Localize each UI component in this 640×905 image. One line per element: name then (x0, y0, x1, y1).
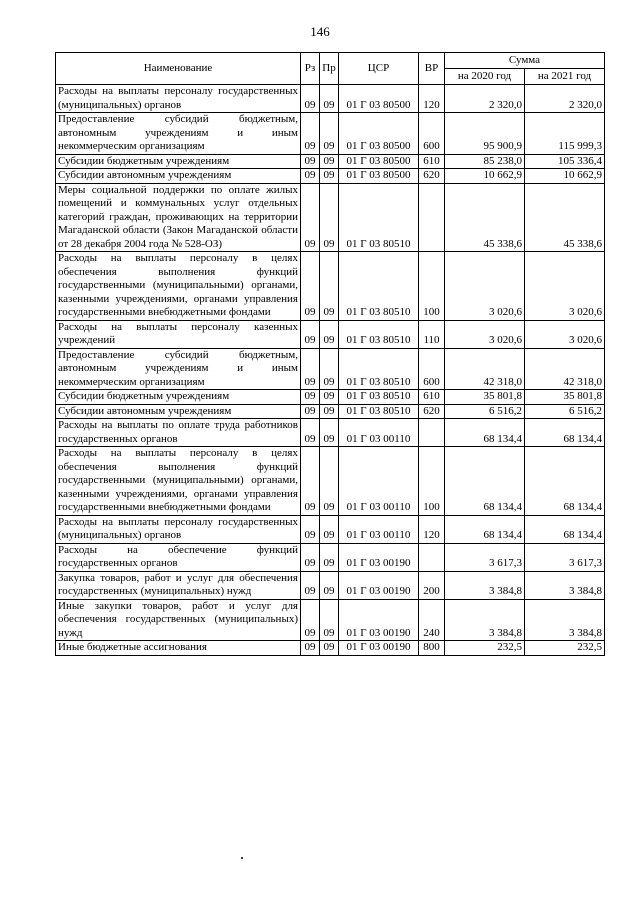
cell-pr: 09 (320, 447, 339, 516)
table-row (56, 154, 605, 169)
cell-sum-2020: 42 318,0 (445, 348, 525, 390)
cell-vr: 600 (419, 113, 445, 155)
cell-sum-2020: 3 020,6 (445, 320, 525, 348)
cell-csr: 01 Г 03 80510 (339, 348, 419, 390)
cell-vr: 100 (419, 252, 445, 321)
cell-sum-2020: 68 134,4 (445, 447, 525, 516)
header-name: Наименование (56, 53, 301, 85)
cell-sum-2020: 10 662,9 (445, 169, 525, 184)
cell-rz: 09 (301, 599, 320, 641)
cell-name: Расходы на выплаты персоналу в целях обеспечения выполнения функций государственными (муниципальными) органами, казенными учреждениями, органами управления государственными внебюджетными фондами (56, 447, 301, 516)
header-csr: ЦСР (339, 53, 419, 85)
cell-sum-2020: 2 320,0 (445, 85, 525, 113)
table-row (56, 515, 605, 543)
table-row (56, 419, 605, 447)
cell-sum-2020: 3 384,8 (445, 599, 525, 641)
cell-sum-2020: 232,5 (445, 641, 525, 656)
cell-pr: 09 (320, 169, 339, 184)
cell-pr: 09 (320, 85, 339, 113)
cell-rz: 09 (301, 404, 320, 419)
cell-sum-2021: 3 384,8 (525, 571, 605, 599)
cell-sum-2020: 68 134,4 (445, 419, 525, 447)
cell-rz: 09 (301, 419, 320, 447)
cell-vr: 610 (419, 154, 445, 169)
cell-vr: 600 (419, 348, 445, 390)
header-year-2021: на 2021 год (525, 69, 605, 85)
cell-sum-2021: 3 617,3 (525, 543, 605, 571)
cell-csr: 01 Г 03 00190 (339, 641, 419, 656)
cell-rz: 09 (301, 154, 320, 169)
cell-name: Расходы на выплаты персоналу государственных (муниципальных) органов (56, 515, 301, 543)
table-body (56, 85, 605, 656)
cell-csr: 01 Г 03 80510 (339, 404, 419, 419)
cell-vr (419, 183, 445, 252)
cell-csr: 01 Г 03 80500 (339, 113, 419, 155)
cell-name: Предоставление субсидий бюджетным, автономным учреждениям и иным некоммерческим организациям (56, 113, 301, 155)
cell-vr: 200 (419, 571, 445, 599)
cell-sum-2021: 2 320,0 (525, 85, 605, 113)
table-row (56, 447, 605, 516)
cell-name: Расходы на обеспечение функций государственных органов (56, 543, 301, 571)
cell-vr (419, 419, 445, 447)
budget-table (55, 52, 605, 656)
header-year-2020: на 2020 год (445, 69, 525, 85)
cell-csr: 01 Г 03 00190 (339, 571, 419, 599)
cell-pr: 09 (320, 348, 339, 390)
cell-vr: 100 (419, 447, 445, 516)
cell-csr: 01 Г 03 80510 (339, 320, 419, 348)
cell-csr: 01 Г 03 00110 (339, 447, 419, 516)
cell-csr: 01 Г 03 00190 (339, 599, 419, 641)
cell-sum-2020: 3 020,6 (445, 252, 525, 321)
cell-name: Субсидии автономным учреждениям (56, 404, 301, 419)
cell-rz: 09 (301, 252, 320, 321)
stray-mark (241, 857, 243, 859)
page-number: 146 (310, 24, 330, 39)
cell-rz: 09 (301, 641, 320, 656)
cell-pr: 09 (320, 113, 339, 155)
table-row (56, 571, 605, 599)
cell-rz: 09 (301, 320, 320, 348)
cell-sum-2020: 3 384,8 (445, 571, 525, 599)
table-row (56, 348, 605, 390)
cell-pr: 09 (320, 320, 339, 348)
cell-sum-2021: 35 801,8 (525, 390, 605, 405)
cell-rz: 09 (301, 348, 320, 390)
cell-name: Меры социальной поддержки по оплате жилых помещений и коммунальных услуг отдельных категорий граждан, проживающих на территории Магаданской области (Закон Магаданской области от 28 декабря 2004 года № 528-ОЗ) (56, 183, 301, 252)
table-row (56, 169, 605, 184)
header-vr: ВР (419, 53, 445, 85)
cell-csr: 01 Г 03 80510 (339, 183, 419, 252)
cell-csr: 01 Г 03 80510 (339, 252, 419, 321)
cell-sum-2020: 35 801,8 (445, 390, 525, 405)
cell-sum-2020: 85 238,0 (445, 154, 525, 169)
table-row (56, 543, 605, 571)
cell-pr: 09 (320, 515, 339, 543)
cell-csr: 01 Г 03 80510 (339, 390, 419, 405)
cell-name: Закупка товаров, работ и услуг для обеспечения государственных (муниципальных) нужд (56, 571, 301, 599)
table-row (56, 252, 605, 321)
cell-vr: 110 (419, 320, 445, 348)
table-row (56, 113, 605, 155)
cell-sum-2020: 95 900,9 (445, 113, 525, 155)
cell-sum-2021: 68 134,4 (525, 447, 605, 516)
cell-pr: 09 (320, 390, 339, 405)
cell-rz: 09 (301, 515, 320, 543)
header-rz: Рз (301, 53, 320, 85)
cell-csr: 01 Г 03 00110 (339, 515, 419, 543)
cell-csr: 01 Г 03 00190 (339, 543, 419, 571)
cell-csr: 01 Г 03 80500 (339, 85, 419, 113)
cell-sum-2021: 42 318,0 (525, 348, 605, 390)
cell-vr: 620 (419, 404, 445, 419)
cell-sum-2021: 10 662,9 (525, 169, 605, 184)
cell-pr: 09 (320, 599, 339, 641)
table-row (56, 404, 605, 419)
cell-sum-2020: 6 516,2 (445, 404, 525, 419)
cell-sum-2020: 45 338,6 (445, 183, 525, 252)
header-sum: Сумма (445, 53, 605, 69)
cell-rz: 09 (301, 183, 320, 252)
cell-sum-2021: 45 338,6 (525, 183, 605, 252)
table-row (56, 183, 605, 252)
header-pr: Пр (320, 53, 339, 85)
cell-csr: 01 Г 03 00110 (339, 419, 419, 447)
cell-vr: 800 (419, 641, 445, 656)
cell-pr: 09 (320, 571, 339, 599)
cell-pr: 09 (320, 252, 339, 321)
cell-name: Расходы на выплаты персоналу казенных учреждений (56, 320, 301, 348)
cell-csr: 01 Г 03 80500 (339, 154, 419, 169)
cell-pr: 09 (320, 183, 339, 252)
cell-vr (419, 543, 445, 571)
cell-rz: 09 (301, 447, 320, 516)
cell-vr: 120 (419, 515, 445, 543)
cell-name: Субсидии автономным учреждениям (56, 169, 301, 184)
cell-vr: 620 (419, 169, 445, 184)
cell-sum-2021: 232,5 (525, 641, 605, 656)
cell-vr: 120 (419, 85, 445, 113)
cell-vr: 610 (419, 390, 445, 405)
cell-rz: 09 (301, 571, 320, 599)
cell-pr: 09 (320, 641, 339, 656)
table-row (56, 320, 605, 348)
cell-csr: 01 Г 03 80500 (339, 169, 419, 184)
table-row (56, 390, 605, 405)
cell-sum-2021: 3 020,6 (525, 252, 605, 321)
cell-name: Предоставление субсидий бюджетным, автономным учреждениям и иным некоммерческим организациям (56, 348, 301, 390)
cell-sum-2020: 68 134,4 (445, 515, 525, 543)
cell-name: Иные закупки товаров, работ и услуг для обеспечения государственных (муниципальных) нужд (56, 599, 301, 641)
cell-sum-2021: 115 999,3 (525, 113, 605, 155)
cell-name: Субсидии бюджетным учреждениям (56, 390, 301, 405)
cell-name: Расходы на выплаты персоналу государственных (муниципальных) органов (56, 85, 301, 113)
cell-sum-2021: 3 020,6 (525, 320, 605, 348)
cell-sum-2020: 3 617,3 (445, 543, 525, 571)
cell-sum-2021: 68 134,4 (525, 419, 605, 447)
cell-pr: 09 (320, 154, 339, 169)
cell-pr: 09 (320, 404, 339, 419)
cell-sum-2021: 105 336,4 (525, 154, 605, 169)
cell-rz: 09 (301, 390, 320, 405)
cell-name: Иные бюджетные ассигнования (56, 641, 301, 656)
cell-pr: 09 (320, 543, 339, 571)
table-row (56, 599, 605, 641)
cell-pr: 09 (320, 419, 339, 447)
cell-sum-2021: 6 516,2 (525, 404, 605, 419)
cell-sum-2021: 68 134,4 (525, 515, 605, 543)
cell-sum-2021: 3 384,8 (525, 599, 605, 641)
cell-name: Расходы на выплаты по оплате труда работников государственных органов (56, 419, 301, 447)
table-row (56, 641, 605, 656)
cell-vr: 240 (419, 599, 445, 641)
cell-name: Субсидии бюджетным учреждениям (56, 154, 301, 169)
cell-rz: 09 (301, 85, 320, 113)
cell-rz: 09 (301, 169, 320, 184)
cell-rz: 09 (301, 543, 320, 571)
cell-rz: 09 (301, 113, 320, 155)
cell-name: Расходы на выплаты персоналу в целях обеспечения выполнения функций государственными (муниципальными) органами, казенными учреждениями, органами управления государственными внебюджетными фондами (56, 252, 301, 321)
table-row (56, 85, 605, 113)
